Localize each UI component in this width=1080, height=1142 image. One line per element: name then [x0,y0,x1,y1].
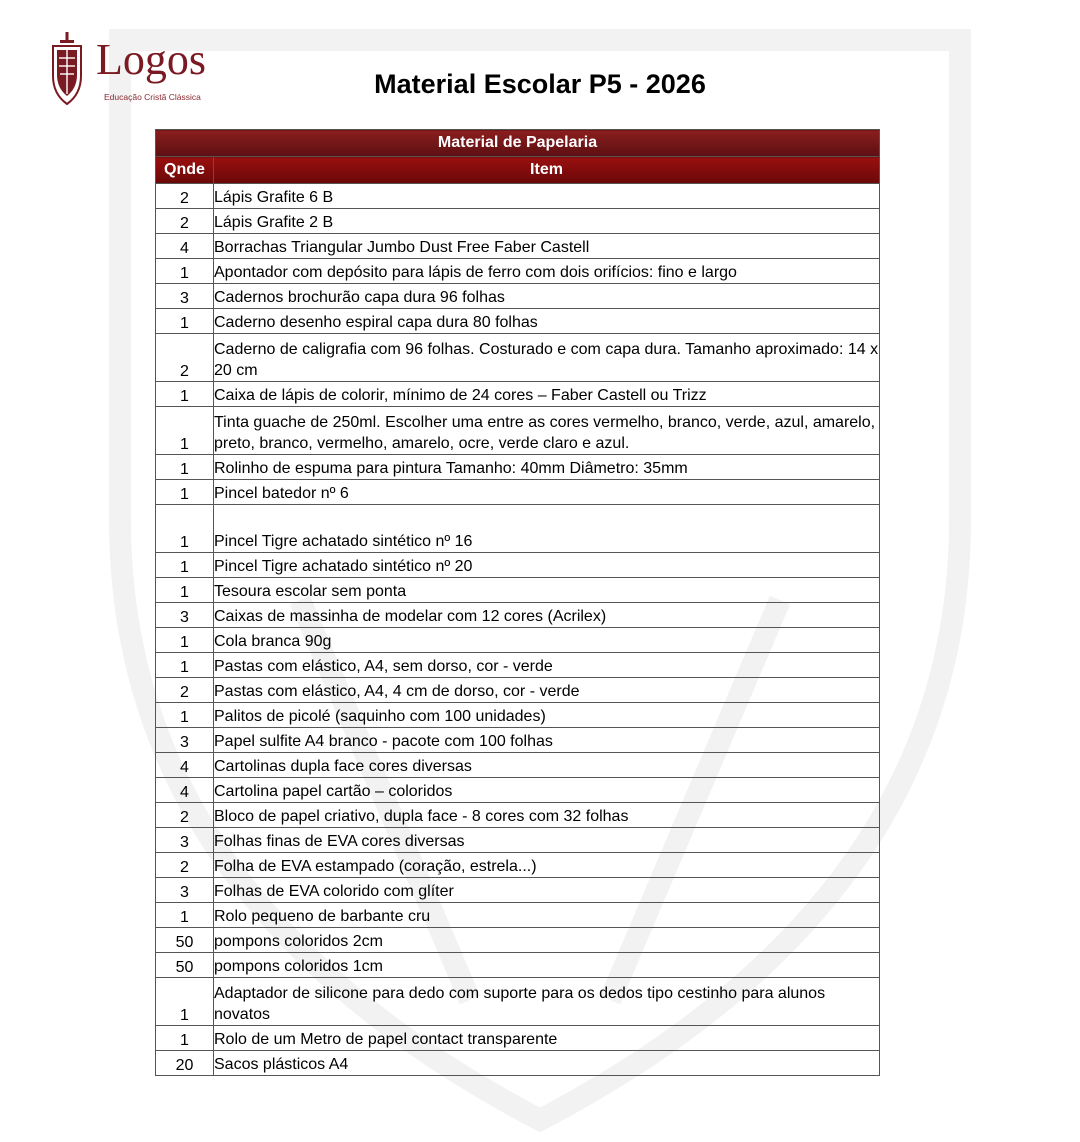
item-cell: Caderno desenho espiral capa dura 80 folhas [214,309,880,334]
qty-cell: 50 [156,928,214,953]
qty-cell: 1 [156,455,214,480]
table-row [156,978,880,1026]
qty-cell: 3 [156,878,214,903]
item-cell: Apontador com depósito para lápis de ferro com dois orifícios: fino e largo [214,259,880,284]
item-cell: Caderno de caligrafia com 96 folhas. Costurado e com capa dura. Tamanho aproximado: 14 x 20 cm [214,334,880,382]
qty-cell: 1 [156,578,214,603]
item-cell: Lápis Grafite 6 B [214,184,880,209]
item-cell: Papel sulfite A4 branco - pacote com 100 folhas [214,728,880,753]
table-row [156,1051,880,1076]
qty-cell: 1 [156,978,214,1026]
item-cell: Caixas de massinha de modelar com 12 cores (Acrilex) [214,603,880,628]
item-cell: Tinta guache de 250ml. Escolher uma entre as cores vermelho, branco, verde, azul, amarelo, preto, branco, vermelho, amarelo, ocre, verde claro e azul. [214,407,880,455]
item-cell: Cartolinas dupla face cores diversas [214,753,880,778]
table-row [156,603,880,628]
qty-cell: 1 [156,480,214,505]
qty-cell: 1 [156,309,214,334]
qty-cell: 4 [156,234,214,259]
table-row [156,653,880,678]
table-row [156,334,880,382]
qty-cell: 3 [156,284,214,309]
table-row [156,455,880,480]
item-cell: Pastas com elástico, A4, sem dorso, cor - verde [214,653,880,678]
qty-cell: 3 [156,828,214,853]
item-cell: Pincel Tigre achatado sintético nº 16 [214,505,880,553]
table-row [156,578,880,603]
table-row [156,209,880,234]
item-cell: Folhas de EVA colorido com glíter [214,878,880,903]
item-cell: Bloco de papel criativo, dupla face - 8 cores com 32 folhas [214,803,880,828]
logo-wordmark: Logos [96,35,206,84]
table-row [156,628,880,653]
item-cell: Folhas finas de EVA cores diversas [214,828,880,853]
table-row [156,728,880,753]
table-row [156,928,880,953]
logos-brand [50,32,220,112]
column-header-item: Item [214,157,880,184]
qty-cell: 2 [156,334,214,382]
table-row [156,803,880,828]
table-row [156,853,880,878]
table-row [156,953,880,978]
table-row [156,259,880,284]
qty-cell: 2 [156,184,214,209]
qty-cell: 4 [156,778,214,803]
item-cell: Folha de EVA estampado (coração, estrela...) [214,853,880,878]
table-row [156,553,880,578]
item-cell: Adaptador de silicone para dedo com suporte para os dedos tipo cestinho para alunos novatos [214,978,880,1026]
page-title: Material Escolar P5 - 2026 [374,69,706,99]
qty-cell: 2 [156,678,214,703]
item-cell: Tesoura escolar sem ponta [214,578,880,603]
item-cell: Sacos plásticos A4 [214,1051,880,1076]
qty-cell: 1 [156,505,214,553]
qty-cell: 1 [156,903,214,928]
qty-cell: 1 [156,653,214,678]
table-row [156,778,880,803]
qty-cell: 2 [156,209,214,234]
table-row [156,903,880,928]
item-cell: Pincel Tigre achatado sintético nº 20 [214,553,880,578]
item-cell: Pincel batedor nº 6 [214,480,880,505]
item-cell: Cartolina papel cartão – coloridos [214,778,880,803]
qty-cell: 1 [156,1026,214,1051]
item-cell: Pastas com elástico, A4, 4 cm de dorso, cor - verde [214,678,880,703]
item-cell: Rolinho de espuma para pintura Tamanho: 40mm Diâmetro: 35mm [214,455,880,480]
item-cell: Rolo de um Metro de papel contact transparente [214,1026,880,1051]
table-row [156,753,880,778]
qty-cell: 1 [156,628,214,653]
item-cell: pompons coloridos 1cm [214,953,880,978]
column-header-qty: Qnde [156,157,214,184]
qty-cell: 3 [156,728,214,753]
qty-cell: 20 [156,1051,214,1076]
logo-subtitle: Educação Cristã Clássica [104,92,201,102]
table-row [156,309,880,334]
table-row [156,878,880,903]
qty-cell: 50 [156,953,214,978]
item-cell: Lápis Grafite 2 B [214,209,880,234]
shield-crest-icon [50,32,84,108]
table-row [156,382,880,407]
qty-cell: 2 [156,853,214,878]
section-title: Material de Papelaria [156,130,880,157]
qty-cell: 1 [156,407,214,455]
item-cell: Rolo pequeno de barbante cru [214,903,880,928]
item-cell: Caixa de lápis de colorir, mínimo de 24 cores – Faber Castell ou Trizz [214,382,880,407]
table-row [156,184,880,209]
qty-cell: 1 [156,382,214,407]
table-row [156,678,880,703]
table-row [156,284,880,309]
qty-cell: 4 [156,753,214,778]
table-row [156,480,880,505]
table-row [156,407,880,455]
item-cell: pompons coloridos 2cm [214,928,880,953]
item-cell: Cadernos brochurão capa dura 96 folhas [214,284,880,309]
table-row [156,505,880,553]
table-row [156,828,880,853]
material-table [155,129,880,1076]
qty-cell: 1 [156,553,214,578]
table-row [156,1026,880,1051]
table-row [156,234,880,259]
qty-cell: 1 [156,259,214,284]
qty-cell: 3 [156,603,214,628]
qty-cell: 2 [156,803,214,828]
item-cell: Palitos de picolé (saquinho com 100 unidades) [214,703,880,728]
qty-cell: 1 [156,703,214,728]
item-cell: Borrachas Triangular Jumbo Dust Free Faber Castell [214,234,880,259]
table-row [156,703,880,728]
item-cell: Cola branca 90g [214,628,880,653]
